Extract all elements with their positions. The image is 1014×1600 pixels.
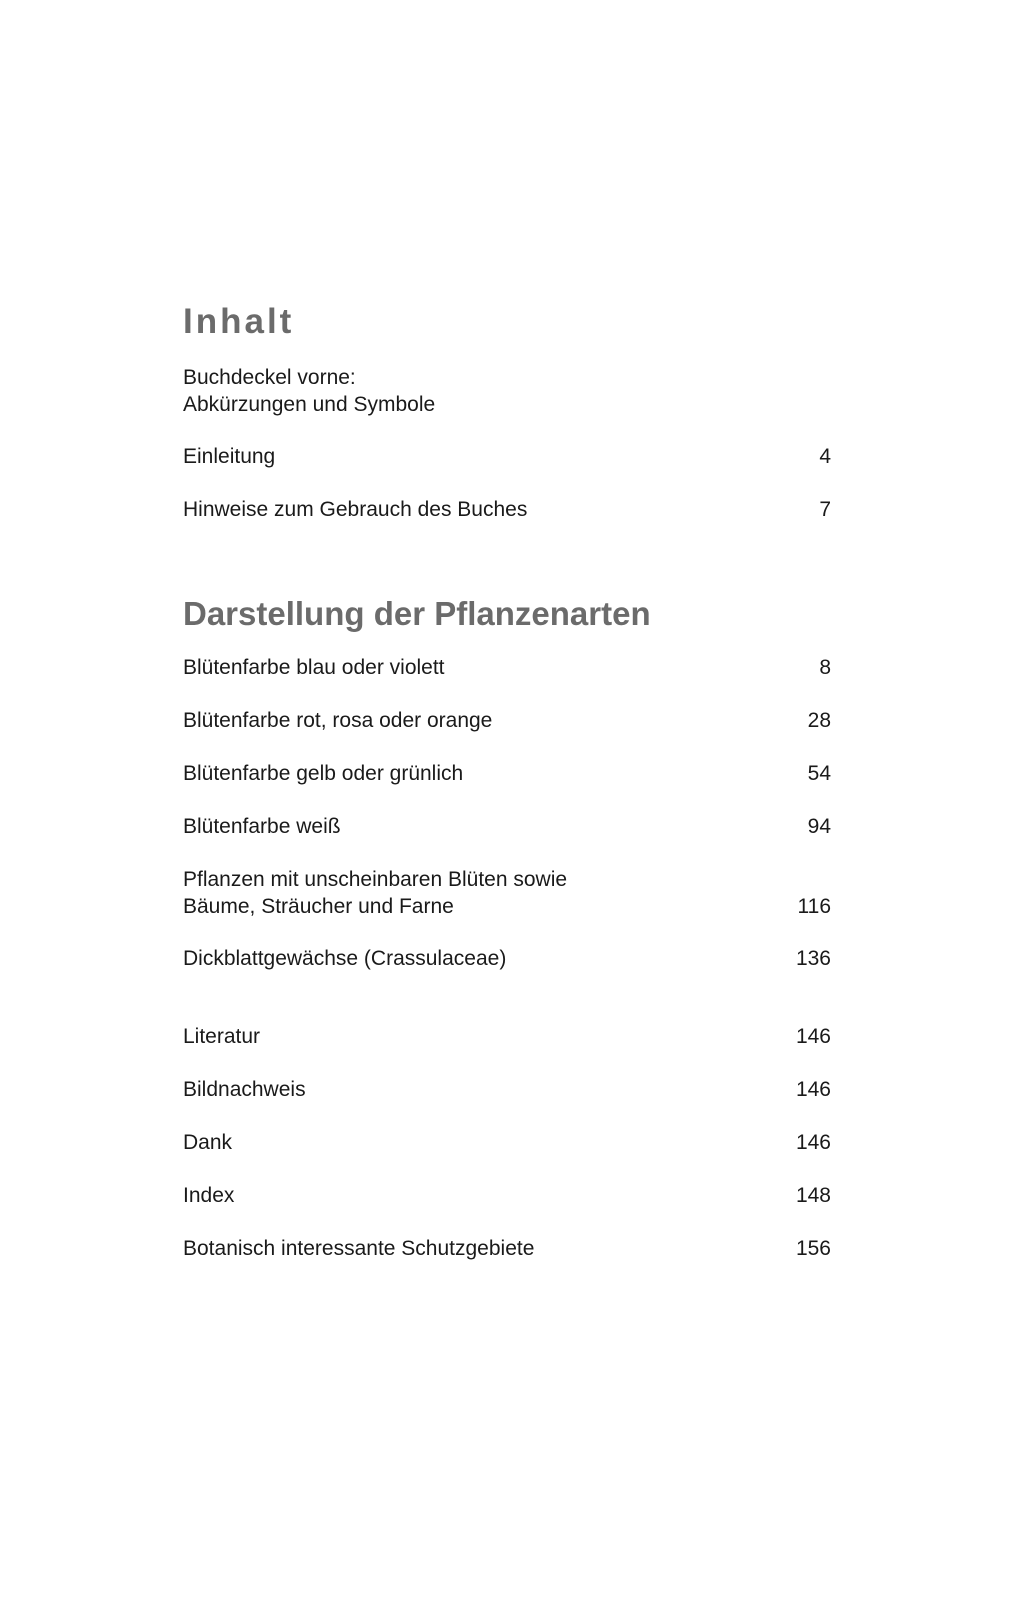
toc-entry-label: Buchdeckel vorne: bbox=[183, 366, 356, 389]
toc-entry bbox=[183, 443, 831, 470]
toc-entry bbox=[183, 1076, 831, 1103]
toc-entry-page: 8 bbox=[819, 656, 831, 679]
toc-entry bbox=[183, 813, 831, 840]
toc-entry-label: Bäume, Sträucher und Farne bbox=[183, 895, 454, 918]
toc-entry-page: 136 bbox=[795, 947, 831, 970]
toc-entry-label: Pflanzen mit unscheinbaren Blüten sowie bbox=[183, 868, 568, 891]
toc-entry-page: 94 bbox=[807, 815, 831, 838]
toc-entry-label: Blütenfarbe weiß bbox=[183, 815, 341, 838]
toc-entry bbox=[183, 1129, 831, 1156]
toc-entry bbox=[183, 866, 831, 920]
toc-entry bbox=[183, 654, 831, 681]
toc-entry-label: Blütenfarbe gelb oder grünlich bbox=[183, 762, 464, 785]
toc-entry bbox=[183, 1182, 831, 1209]
toc-entry-page: 116 bbox=[797, 895, 831, 918]
toc-entry-label: Einleitung bbox=[183, 445, 276, 468]
toc-entry-front-cover bbox=[183, 364, 831, 418]
toc-entry-page: 156 bbox=[795, 1237, 831, 1260]
toc-entry bbox=[183, 760, 831, 787]
toc-entry bbox=[183, 1235, 831, 1262]
toc-entry-page: 146 bbox=[795, 1131, 831, 1154]
toc-entry-label: Literatur bbox=[183, 1025, 261, 1048]
toc-entry-page: 146 bbox=[795, 1078, 831, 1101]
toc-entry-label: Botanisch interessante Schutzgebiete bbox=[183, 1237, 535, 1260]
toc-entry bbox=[183, 496, 831, 523]
toc-entry-label: Blütenfarbe rot, rosa oder orange bbox=[183, 709, 493, 732]
toc-entry-page: 146 bbox=[795, 1025, 831, 1048]
toc-entry-page: 28 bbox=[807, 709, 831, 732]
toc-entry-label: Hinweise zum Gebrauch des Buches bbox=[183, 498, 528, 521]
toc-entry-page: 54 bbox=[807, 762, 831, 785]
toc-entry bbox=[183, 945, 831, 972]
toc-entry-page: 4 bbox=[819, 445, 831, 468]
toc-entry bbox=[183, 707, 831, 734]
toc-entry-label: Bildnachweis bbox=[183, 1078, 306, 1101]
toc-entry-label: Abkürzungen und Symbole bbox=[183, 393, 436, 416]
toc-entry bbox=[183, 1023, 831, 1050]
toc-entry-label: Blütenfarbe blau oder violett bbox=[183, 656, 445, 679]
toc-entry-label: Index bbox=[183, 1184, 235, 1207]
toc-entry-page: 148 bbox=[795, 1184, 831, 1207]
toc-entry-label: Dank bbox=[183, 1131, 233, 1154]
toc-entry-label: Dickblattgewächse (Crassulaceae) bbox=[183, 947, 507, 970]
section-title: Darstellung der Pflanzenarten bbox=[183, 595, 651, 632]
toc-entry-page: 7 bbox=[819, 498, 831, 521]
toc-title: Inhalt bbox=[183, 302, 295, 341]
